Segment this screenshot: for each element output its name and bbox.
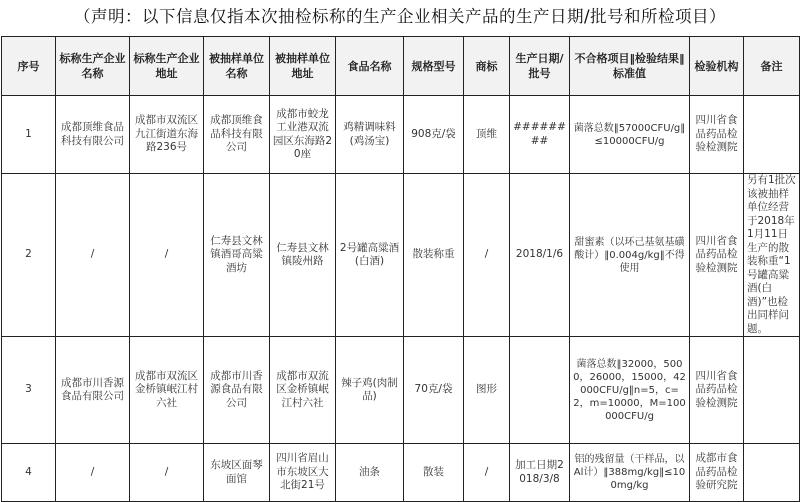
col-header-remarks: 备注 [744,37,800,96]
cell-agency: 四川省食品药品检验检测院 [690,96,744,174]
table-row [2,444,800,502]
col-header-brand: 商标 [464,37,510,96]
cell-seq: 2 [2,174,56,337]
cell-mfr-name: 成都市川香源食品有限公司 [56,337,130,444]
cell-agency: 成都市食品药品检验研究院 [690,444,744,502]
cell-production-date: 2018/1/6 [510,174,570,337]
cell-mfr-address: / [130,174,204,337]
col-header-production-date: 生产日期/批号 [510,37,570,96]
col-header-mfr-address: 标称生产企业地址 [130,37,204,96]
cell-food-name: 鸡精调味料(鸡汤宝) [336,96,404,174]
table-row [2,174,800,337]
cell-brand: 图形 [464,337,510,444]
cell-test-result: 甜蜜素（以环己基氨基磺酸计）‖0.004g/kg‖不得使用 [570,174,690,337]
cell-mfr-name: / [56,174,130,337]
table-row [2,96,800,174]
cell-remarks: 另有1批次该被抽样单位经营于2018年1月11日生产的散装称重“1号罐高粱酒(白酒)”也检出同样问题。 [744,174,800,337]
cell-sampled-unit-address: 四川省眉山市东坡区大北街21号 [270,444,336,502]
cell-mfr-name: 成都顶维食品科技有限公司 [56,96,130,174]
cell-remarks [744,337,800,444]
cell-mfr-address: 成都市双流区金桥镇岷江村六社 [130,337,204,444]
cell-brand: 顶维 [464,96,510,174]
col-header-seq: 序号 [2,37,56,96]
cell-test-result: 铝的残留量（干样品，以Al计）‖388mg/kg‖≤100mg/kg [570,444,690,502]
cell-remarks [744,444,800,502]
col-header-mfr-name: 标称生产企业名称 [56,37,130,96]
cell-seq: 4 [2,444,56,502]
cell-spec: 70克/袋 [404,337,464,444]
col-header-food-name: 食品名称 [336,37,404,96]
cell-food-name: 油条 [336,444,404,502]
col-header-sampled-unit-address: 被抽样单位地址 [270,37,336,96]
table-header-row [2,37,800,96]
cell-sampled-unit-name: 成都顶维食品科技有限公司 [204,96,270,174]
cell-mfr-name: / [56,444,130,502]
cell-seq: 3 [2,337,56,444]
cell-food-name: 辣子鸡(肉制品) [336,337,404,444]
cell-remarks [744,96,800,174]
declaration-notice: （声明：以下信息仅指本次抽检标称的生产企业相关产品的生产日期/批号和所检项目） [73,7,727,26]
cell-spec: 908克/袋 [404,96,464,174]
col-header-failed-item: 不合格项目‖检验结果‖标准值 [570,37,690,96]
cell-brand: / [464,174,510,337]
cell-sampled-unit-name: 仁寿县文林镇酒哥高粱酒坊 [204,174,270,337]
cell-sampled-unit-address: 仁寿县文林镇陵州路 [270,174,336,337]
cell-sampled-unit-name: 东坡区面琴面馆 [204,444,270,502]
cell-mfr-address: / [130,444,204,502]
cell-agency: 四川省食品药品检验检测院 [690,174,744,337]
col-header-sampled-unit-name: 被抽样单位名称 [204,37,270,96]
cell-sampled-unit-address: 成都市双流区金桥镇岷江村六社 [270,337,336,444]
col-header-agency: 检验机构 [690,37,744,96]
cell-spec: 散装称重 [404,174,464,337]
cell-seq: 1 [2,96,56,174]
cell-mfr-address: 成都市双流区九江街道东海路236号 [130,96,204,174]
cell-production-date: 加工日期2018/3/8 [510,444,570,502]
cell-test-result: 菌落总数‖57000CFU/g‖≤10000CFU/g [570,96,690,174]
cell-sampled-unit-name: 成都市川香源食品有限公司 [204,337,270,444]
cell-production-date [510,337,570,444]
cell-food-name: 2号罐高粱酒(白酒) [336,174,404,337]
cell-sampled-unit-address: 成都市蛟龙工业港双流园区东海路20座 [270,96,336,174]
table-row [2,337,800,444]
cell-production-date: ######## [510,96,570,174]
cell-test-result: 菌落总数‖32000，5000，26000，15000，42000CFU/g‖n=5，c=2，m=10000，M=100000CFU/g [570,337,690,444]
col-header-spec: 规格型号 [404,37,464,96]
cell-spec: 散装 [404,444,464,502]
inspection-results-table [1,36,800,502]
cell-agency: 四川省食品药品检验检测院 [690,337,744,444]
cell-brand: / [464,444,510,502]
